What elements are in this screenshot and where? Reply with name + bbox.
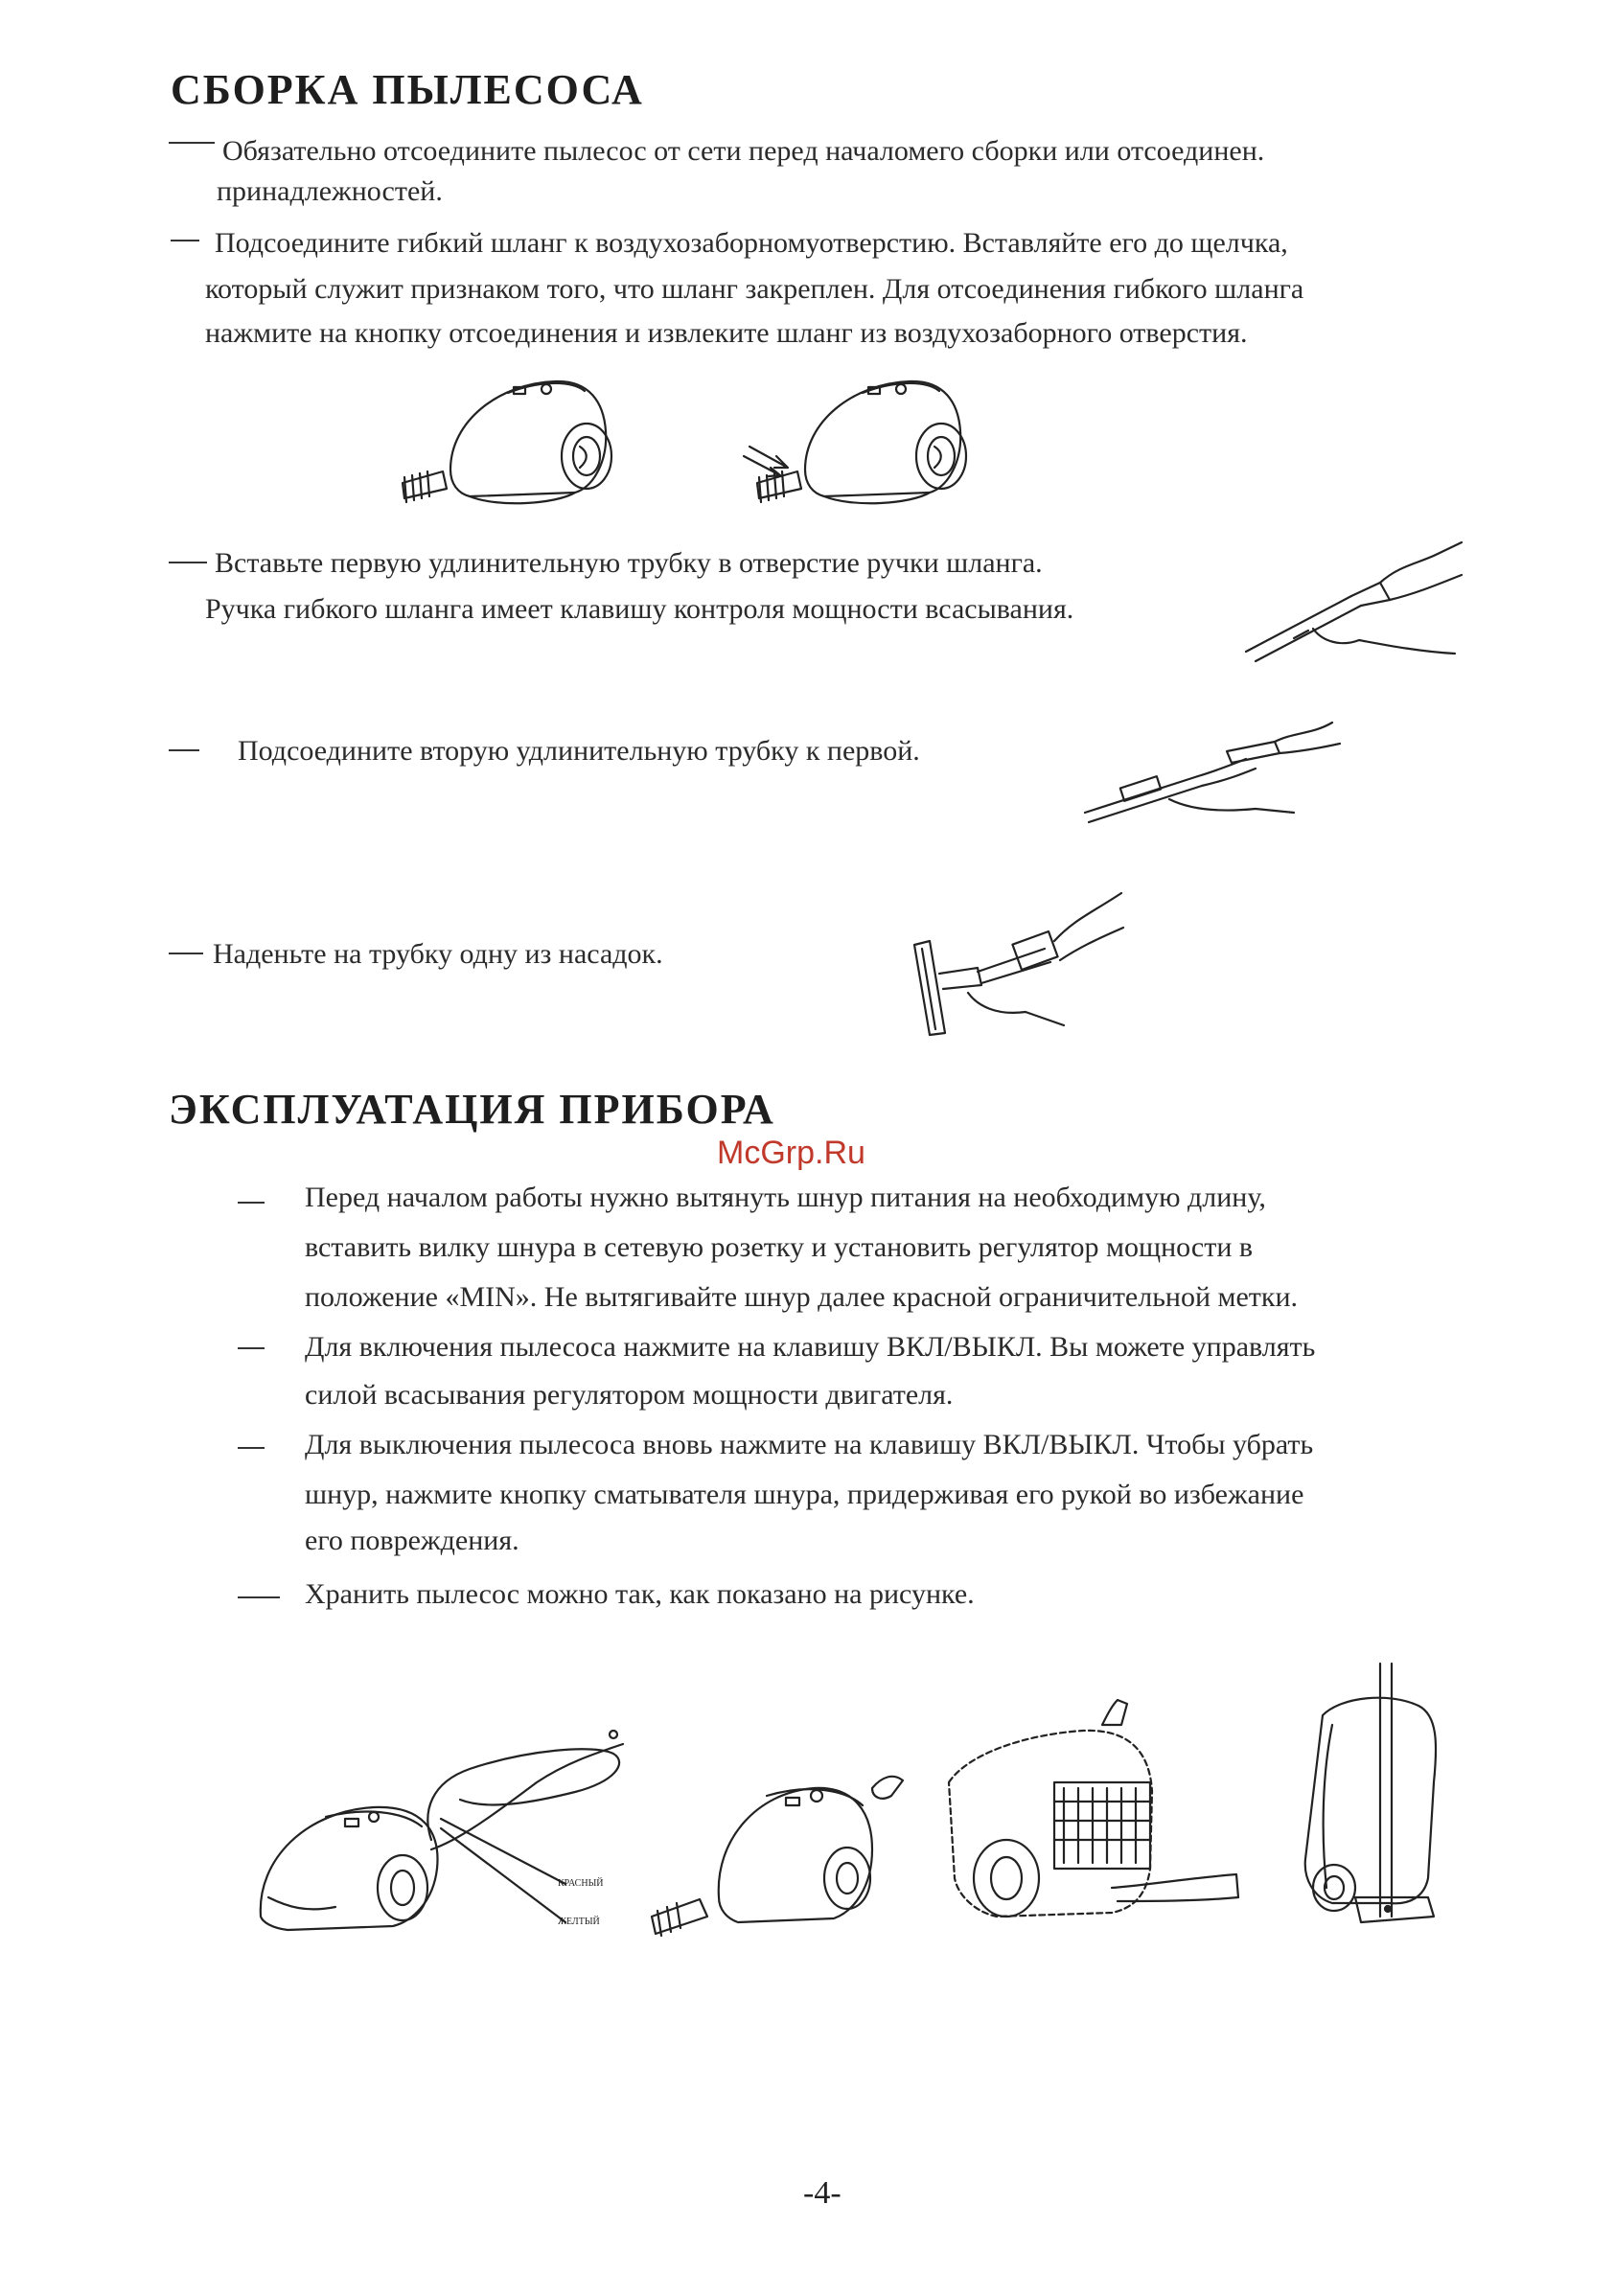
vacuum-cord-marks-illustration bbox=[249, 1715, 633, 1945]
bullet-dash bbox=[169, 562, 207, 563]
bullet-dash bbox=[171, 240, 199, 241]
paragraph-line: его повреждения. bbox=[305, 1525, 519, 1556]
vacuum-upright-storage-illustration bbox=[1284, 1658, 1457, 1936]
section-title-assembly: СБОРКА ПЫЛЕСОСА bbox=[171, 66, 644, 113]
bullet-dash bbox=[169, 953, 203, 954]
bullet-dash bbox=[169, 142, 215, 144]
bullet-dash bbox=[238, 1596, 280, 1598]
bullet-dash bbox=[238, 1347, 265, 1349]
paragraph-line: положение «MIN». Не вытягивайте шнур далее красной ограничительной метки. bbox=[305, 1281, 1299, 1313]
paragraph-line: принадлежностей. bbox=[217, 175, 443, 207]
paragraph-line: Подсоедините вторую удлинительную трубку к первой. bbox=[238, 735, 920, 767]
vacuum-filter-cover-illustration bbox=[939, 1696, 1256, 1945]
paragraph-line: вставить вилку шнура в сетевую розетку и установить регулятор мощности в bbox=[305, 1231, 1254, 1263]
vacuum-hose-detach-illustration bbox=[738, 364, 987, 517]
paragraph-line: Для выключения пылесоса вновь нажмите на клавишу ВКЛ/ВЫКЛ. Чтобы убрать bbox=[305, 1429, 1314, 1460]
paragraph-line: Для включения пылесоса нажмите на клавишу ВКЛ/ВЫКЛ. Вы можете управлять bbox=[305, 1331, 1316, 1363]
vacuum-hose-attach-illustration bbox=[383, 364, 633, 517]
watermark: McGrp.Ru bbox=[717, 1135, 865, 1171]
paragraph-line: Ручка гибкого шланга имеет клавишу контроля мощности всасывания. bbox=[205, 593, 1074, 625]
tube-insertion-illustration bbox=[1236, 537, 1466, 671]
paragraph-line: Перед началом работы нужно вытянуть шнур питания на необходимую длину, bbox=[305, 1182, 1266, 1213]
bullet-dash bbox=[238, 1447, 265, 1449]
paragraph-line: Вставьте первую удлинительную трубку в отверстие ручки шланга. bbox=[215, 547, 1043, 579]
paragraph-line: Наденьте на трубку одну из насадок. bbox=[213, 938, 663, 970]
paragraph-line: шнур, нажмите кнопку сматывателя шнура, придерживая его рукой во избежание bbox=[305, 1479, 1304, 1510]
paragraph-line: Обязательно отсоедините пылесос от сети перед началомего сборки или отсоединен. bbox=[222, 135, 1265, 167]
nozzle-attach-illustration bbox=[901, 882, 1131, 1045]
extension-tubes-illustration bbox=[1083, 713, 1342, 828]
paragraph-line: Хранить пылесос можно так, как показано на рисунке. bbox=[305, 1578, 975, 1610]
paragraph-line: Подсоедините гибкий шланг к воздухозаборномуотверстию. Вставляйте его до щелчка, bbox=[215, 227, 1288, 259]
bullet-dash bbox=[169, 749, 199, 751]
paragraph-line: нажмите на кнопку отсоединения и извлеките шланг из воздухозаборного отверстия. bbox=[205, 317, 1248, 349]
bullet-dash bbox=[238, 1202, 265, 1204]
vacuum-switch-illustration bbox=[642, 1734, 911, 1945]
section-title-operation: ЭКСПЛУАТАЦИЯ ПРИБОРА bbox=[169, 1086, 775, 1133]
figure-label-red: КРАСНЫЙ bbox=[558, 1878, 604, 1889]
page-number: -4- bbox=[803, 2175, 842, 2211]
paragraph-line: силой всасывания регулятором мощности двигателя. bbox=[305, 1379, 954, 1411]
paragraph-line: который служит признаком того, что шланг закреплен. Для отсоединения гибкого шланга bbox=[205, 273, 1304, 305]
figure-label-yellow: ЖЕЛТЫЙ bbox=[558, 1917, 600, 1927]
